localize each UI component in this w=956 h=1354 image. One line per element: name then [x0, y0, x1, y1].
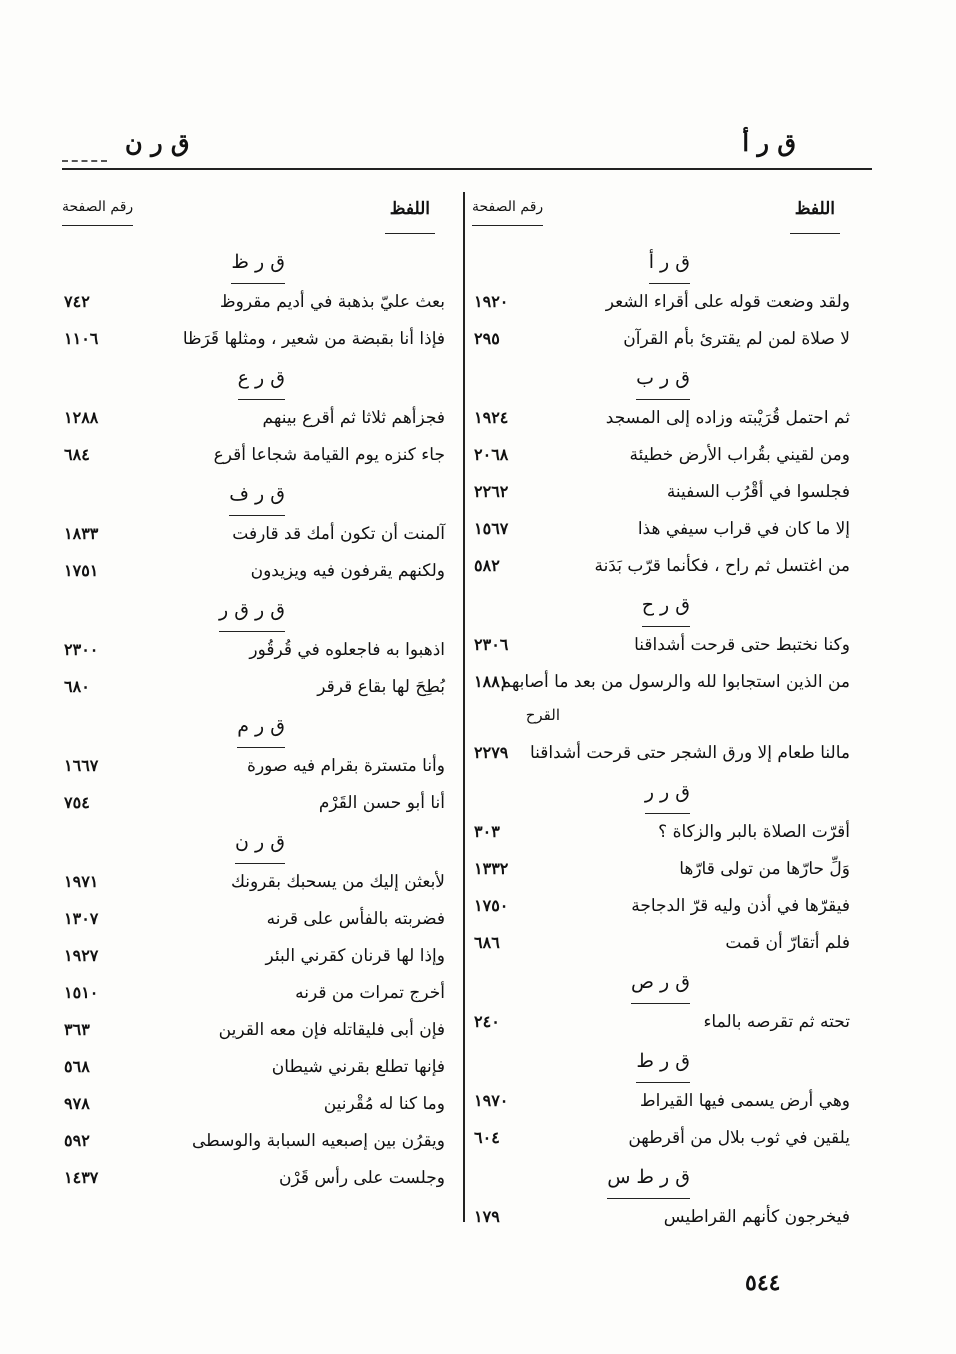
entry-page-number: ٢٢٧٩: [474, 743, 509, 762]
entry-phrase: وَلِّ حارّها من تولى قارّها: [679, 859, 850, 879]
entry-phrase: ولكنهم يقرفون فيه ويزيدون: [250, 561, 445, 581]
right-column: [470, 195, 860, 1237]
entry-page-number: ١٩٧١: [64, 872, 99, 891]
entry-row: [470, 549, 860, 586]
page-number: ٥٤٤: [745, 1270, 781, 1296]
entry-row: [60, 401, 455, 438]
entry-page-number: ٧٤٢: [64, 292, 90, 311]
entry-page-number: ١٩٧٠: [474, 1091, 509, 1110]
entry-page-number: ٣٠٣: [474, 822, 500, 841]
entry-row: [470, 322, 860, 359]
entry-page-number: ٢٩٥: [474, 329, 500, 348]
root-heading: [60, 475, 455, 517]
root-heading: [470, 359, 860, 401]
continuation-text: القرح: [525, 706, 560, 724]
entry-page-number: ٢٤٠: [474, 1012, 500, 1031]
entry-page-number: ١٩٢٤: [474, 408, 509, 427]
entry-page-number: ١٣٣٢: [474, 859, 509, 878]
root-letters: ق ر ح: [641, 594, 690, 616]
entry-phrase: اذهبوا به فاجعلوه في قُرقُور: [249, 640, 445, 660]
entry-row: [60, 1050, 455, 1087]
left-entry-list: [60, 243, 455, 1198]
entry-page-number: ٣٦٣: [64, 1020, 90, 1039]
entry-row: [60, 517, 455, 554]
entry-phrase: فإن أبى فليقاتله فإن معه القرين: [218, 1020, 445, 1040]
entry-phrase: آلمنت أن تكون أمك قد قارفت: [232, 524, 445, 544]
entry-page-number: ٢٣٠٦: [474, 635, 509, 654]
entry-row: [60, 865, 455, 902]
entry-row: [60, 902, 455, 939]
header-left-root: ق ر ن: [125, 128, 190, 157]
entry-page-number: ٦٨٤: [64, 445, 90, 464]
entry-page-number: ٩٧٨: [64, 1094, 90, 1113]
page-label: رقم الصفحة: [472, 199, 544, 215]
entry-phrase: فضربته بالفأس على قرنه: [266, 909, 445, 929]
entry-phrase: فجلسوا في أقْرُب السفينة: [666, 482, 850, 502]
page-label: رقم الصفحة: [62, 199, 134, 215]
entry-row: [60, 554, 455, 591]
entry-row: [470, 1121, 860, 1158]
root-heading: [60, 823, 455, 865]
entry-phrase: وإذا لها قرنان كقرني البئر: [265, 946, 445, 966]
entry-phrase: أخرج تمرات من قرنه: [295, 983, 445, 1003]
entry-phrase: وأنا متسترة بقرام فيه صورة: [247, 756, 445, 776]
entry-row: [60, 1161, 455, 1198]
root-heading: [60, 243, 455, 285]
entry-phrase: لأبعثن إليك من يسحبك بقرونك: [230, 872, 445, 892]
entry-row: [470, 475, 860, 512]
entry-phrase: وكنا نختبط حتى قرحت أشداقنا: [634, 635, 850, 655]
left-column: [60, 195, 455, 1198]
entry-page-number: ٦٨٠: [64, 677, 90, 696]
entry-phrase: فإنها تطلع بقرني شيطان: [271, 1057, 445, 1077]
entry-phrase: بعث عليّ بذهبة في أديم مقروظ: [219, 292, 445, 312]
root-letters: ق ر ط: [636, 1050, 690, 1072]
entry-row: [60, 786, 455, 823]
root-heading: [470, 963, 860, 1005]
root-letters: ق ر ب: [636, 367, 690, 389]
entry-page-number: ٢٠٦٨: [474, 445, 509, 464]
entry-phrase: مالنا طعام إلا ورق الشجر حتى قرحت أشداقنا: [529, 743, 850, 763]
word-label: اللفظ: [389, 199, 430, 219]
entry-phrase: بُطِحَ لها بقاع قرقر: [317, 677, 445, 697]
root-heading: [60, 591, 455, 633]
entry-phrase: من الذين استجابوا لله والرسول من بعد ما أصابهم: [500, 672, 850, 692]
root-letters: ق ر أ: [648, 251, 690, 273]
root-letters: ق ر ع: [237, 367, 285, 389]
entry-page-number: ٦٨٦: [474, 933, 500, 952]
entry-page-number: ٥٦٨: [64, 1057, 90, 1076]
entry-row: [470, 512, 860, 549]
entry-row: [470, 628, 860, 665]
left-column-head: [60, 195, 455, 243]
root-heading: [60, 359, 455, 401]
header-right-root: ق ر أ: [742, 128, 796, 157]
entry-phrase: لا صلاة لمن لم يقترئ بأم القرآن: [623, 329, 850, 349]
entry-page-number: ١٨٨١: [474, 672, 509, 691]
entry-page-number: ٢٣٠٠: [64, 640, 99, 659]
entry-page-number: ١٥١٠: [64, 983, 99, 1002]
entry-page-number: ١٩٢٠: [474, 292, 509, 311]
entry-page-number: ٦٠٤: [474, 1128, 500, 1147]
root-heading: [470, 586, 860, 628]
entry-phrase: ومن لقيني بقُراب الأرض خطيئة: [629, 445, 850, 465]
entry-phrase: وجلست على رأس قَرْن: [278, 1168, 445, 1188]
entry-row: [60, 670, 455, 707]
entry-page-number: ١٧٥٠: [474, 896, 509, 915]
entry-page-number: ١٩٢٧: [64, 946, 99, 965]
header-dash: [62, 160, 107, 162]
root-letters: ق ر ق ر: [219, 599, 285, 621]
right-entry-list: [470, 243, 860, 1237]
root-letters: ق ر ظ: [231, 251, 285, 273]
entry-page-number: ١٥٦٧: [474, 519, 509, 538]
entry-phrase: وما كنا له مُقْرنين: [323, 1094, 445, 1114]
entry-row: [60, 976, 455, 1013]
entry-row: [60, 749, 455, 786]
entry-page-number: ١٧٥١: [64, 561, 99, 580]
entry-row: [470, 401, 860, 438]
root-letters: ق ر ن: [235, 831, 285, 853]
entry-page-number: ١٧٩: [474, 1207, 500, 1226]
entry-row: [470, 815, 860, 852]
entry-page-number: ٧٥٤: [64, 793, 90, 812]
root-letters: ق ر م: [237, 715, 285, 737]
entry-row: [470, 889, 860, 926]
entry-page-number: ١١٠٦: [64, 329, 99, 348]
entry-row: [470, 1084, 860, 1121]
entry-phrase: إلا ما كان في قراب سيفي هذا: [637, 519, 850, 539]
entry-row: [60, 1124, 455, 1161]
entry-row: [60, 1013, 455, 1050]
entry-page-number: ١٨٣٣: [64, 524, 99, 543]
entry-row: [60, 285, 455, 322]
root-heading: [60, 707, 455, 749]
entry-phrase: من اغتسل ثم راح ، فكأنما قرّب بَدَنة: [594, 556, 850, 576]
entry-row: [60, 438, 455, 475]
entry-continuation: [470, 702, 860, 736]
entry-phrase: جاء كنزه يوم القيامة شجاعا أقرع: [213, 445, 445, 465]
entry-row: [60, 322, 455, 359]
root-letters: ق ر ط س: [607, 1166, 690, 1188]
entry-phrase: فيخرجون كأنهم القراطيس: [663, 1207, 850, 1227]
root-letters: ق ر ر: [644, 781, 690, 803]
entry-phrase: يلقين في ثوب بلال من أقرطهن: [628, 1128, 850, 1148]
root-heading: [470, 243, 860, 285]
entry-row: [470, 736, 860, 773]
root-heading: [470, 1158, 860, 1200]
entry-phrase: ويقرُن بين إصبعيه السبابة والوسطى: [191, 1131, 445, 1151]
entry-page-number: ١٦٦٧: [64, 756, 99, 775]
root-heading: [470, 1042, 860, 1084]
entry-phrase: فيقرّها في أذن وليه قرّ الدجاجة: [631, 896, 850, 916]
entry-row: [470, 285, 860, 322]
right-column-head: [470, 195, 860, 243]
entry-phrase: ثم احتمل قُرَيْبته وزاده إلى المسجد: [605, 408, 850, 428]
column-divider: [463, 192, 465, 1222]
entry-phrase: فلم أتقارّ أن قمت: [725, 933, 850, 953]
entry-phrase: أقرّت الصلاة بالبر والزكاة ؟: [658, 822, 850, 842]
entry-phrase: ولقد وضعت قوله على أقراء الشعر: [605, 292, 850, 312]
entry-phrase: فإذا أنا بقبضة من شعير ، ومثلها قَرَظا: [182, 329, 445, 349]
entry-row: [470, 852, 860, 889]
entry-row: [470, 1200, 860, 1237]
entry-page-number: ١٤٣٧: [64, 1168, 99, 1187]
entry-page-number: ٥٩٢: [64, 1131, 90, 1150]
entry-row: [470, 665, 860, 702]
word-label: اللفظ: [794, 199, 835, 219]
entry-row: [60, 633, 455, 670]
entry-row: [470, 1005, 860, 1042]
entry-phrase: تحته ثم تقرصه بالماء: [703, 1012, 850, 1032]
entry-row: [60, 1087, 455, 1124]
entry-row: [470, 438, 860, 475]
header-rule: [62, 168, 872, 170]
entry-page-number: ١٣٠٧: [64, 909, 99, 928]
entry-row: [470, 926, 860, 963]
entry-page-number: ٢٢٦٢: [474, 482, 509, 501]
root-heading: [470, 773, 860, 815]
entry-phrase: فجزأهم ثلاثا ثم أقرع بينهم: [262, 408, 445, 428]
entry-row: [60, 939, 455, 976]
root-letters: ق ر ص: [631, 971, 690, 993]
entry-phrase: وهي أرض يسمى فيها القيراط: [639, 1091, 850, 1111]
entry-page-number: ١٢٨٨: [64, 408, 99, 427]
entry-page-number: ٥٨٢: [474, 556, 500, 575]
entry-phrase: أنا أبو حسن القَرْم: [318, 793, 445, 813]
root-letters: ق ر ف: [229, 483, 285, 505]
